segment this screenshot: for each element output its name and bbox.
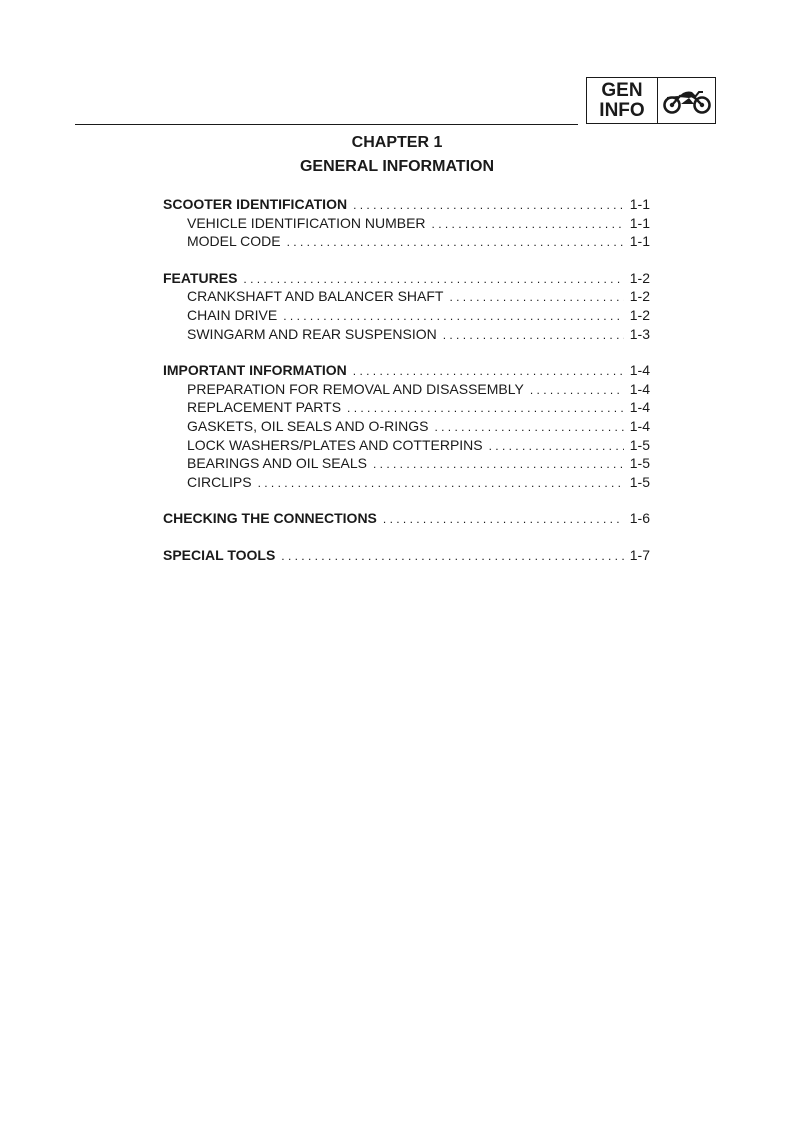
toc-entry-sub[interactable]	[163, 288, 650, 307]
toc-entry-title: CRANKSHAFT AND BALANCER SHAFT	[187, 288, 444, 305]
toc-entry-main[interactable]	[163, 510, 650, 529]
toc-entry-page: 1-2	[629, 288, 650, 305]
toc-entry-sub[interactable]	[163, 437, 650, 456]
toc-entry-sub[interactable]	[163, 399, 650, 418]
toc-leader-dots	[530, 383, 624, 397]
section-code	[587, 78, 658, 123]
toc-leader-dots	[373, 457, 624, 471]
toc-leader-dots	[443, 328, 624, 342]
toc-leader-dots	[383, 512, 624, 526]
chapter-subtitle: GENERAL INFORMATION	[299, 158, 495, 175]
toc-entry-page: 1-3	[629, 325, 650, 342]
toc-entry-title: LOCK WASHERS/PLATES AND COTTERPINS	[187, 436, 483, 453]
toc-group	[163, 196, 650, 252]
toc-entry-main[interactable]	[163, 547, 650, 566]
toc-entry-page: 1-4	[629, 417, 650, 434]
toc-entry-page: 1-1	[629, 233, 650, 250]
toc-entry-main[interactable]	[163, 270, 650, 289]
toc-entry-title: SWINGARM AND REAR SUSPENSION	[187, 325, 437, 342]
motorcycle-icon	[662, 86, 712, 116]
toc-entry-title: MODEL CODE	[187, 233, 281, 250]
toc-leader-dots	[432, 217, 624, 231]
toc-entry-title: FEATURES	[163, 269, 238, 286]
toc-entry-sub[interactable]	[163, 381, 650, 400]
toc-entry-sub[interactable]	[163, 233, 650, 252]
toc-entry-page: 1-1	[629, 196, 650, 212]
toc-leader-dots	[449, 290, 623, 304]
toc-entry-sub[interactable]	[163, 326, 650, 345]
toc-entry-title: VEHICLE IDENTIFICATION NUMBER	[187, 214, 426, 231]
toc-leader-dots	[243, 272, 623, 286]
toc-entry-title: CHECKING THE CONNECTIONS	[163, 510, 377, 527]
section-tab	[586, 77, 716, 124]
toc-entry-page: 1-5	[629, 436, 650, 453]
toc-entry-page: 1-2	[629, 269, 650, 286]
toc-leader-dots	[434, 420, 623, 434]
toc-group	[163, 362, 650, 492]
toc-entry-page: 1-4	[629, 399, 650, 416]
toc-leader-dots	[283, 309, 624, 323]
toc-entry-page: 1-2	[629, 306, 650, 323]
toc-entry-sub[interactable]	[163, 455, 650, 474]
toc-leader-dots	[353, 364, 624, 378]
toc-entry-title: BEARINGS AND OIL SEALS	[187, 455, 367, 472]
section-code-line2: INFO	[599, 99, 645, 121]
toc-leader-dots	[281, 549, 623, 563]
toc-entry-sub[interactable]	[163, 307, 650, 326]
toc-entry-sub[interactable]	[163, 418, 650, 437]
toc-entry-page: 1-5	[629, 455, 650, 472]
chapter-title: CHAPTER 1	[351, 134, 443, 151]
header-rule	[75, 124, 578, 125]
toc-group	[163, 270, 650, 344]
toc-entry-sub[interactable]	[163, 215, 650, 234]
toc-entry-title: IMPORTANT INFORMATION	[163, 362, 347, 379]
toc-entry-main[interactable]	[163, 362, 650, 381]
toc-leader-dots	[258, 476, 624, 490]
toc-leader-dots	[287, 235, 624, 249]
toc-leader-dots	[353, 198, 624, 212]
section-icon-cell	[658, 78, 715, 123]
toc-entry-title: REPLACEMENT PARTS	[187, 399, 342, 416]
toc-entry-title: CIRCLIPS	[187, 473, 252, 490]
section-code-line1: GEN	[601, 79, 643, 101]
toc-group	[163, 547, 650, 566]
toc-entry-page: 1-4	[629, 380, 650, 397]
toc-entry-page: 1-7	[629, 546, 650, 563]
toc-entry-title: SCOOTER IDENTIFICATION	[163, 196, 348, 212]
toc-entry-title: CHAIN DRIVE	[187, 306, 278, 323]
toc-entry-title: GASKETS, OIL SEALS AND O-RINGS	[187, 417, 429, 434]
toc-entry-page: 1-4	[629, 362, 650, 379]
toc-entry-main[interactable]	[163, 196, 650, 215]
toc-entry-title: SPECIAL TOOLS	[163, 546, 276, 563]
toc-group	[163, 510, 650, 529]
toc-entry-page: 1-1	[629, 214, 650, 231]
toc-entry-page: 1-6	[629, 510, 650, 527]
toc-entry-title: PREPARATION FOR REMOVAL AND DISASSEMBLY	[187, 380, 524, 397]
toc-leader-dots	[489, 439, 624, 453]
toc-entry-page: 1-5	[629, 473, 650, 490]
toc-entry-sub[interactable]	[163, 474, 650, 493]
toc-leader-dots	[347, 401, 624, 415]
table-of-contents	[163, 196, 650, 584]
